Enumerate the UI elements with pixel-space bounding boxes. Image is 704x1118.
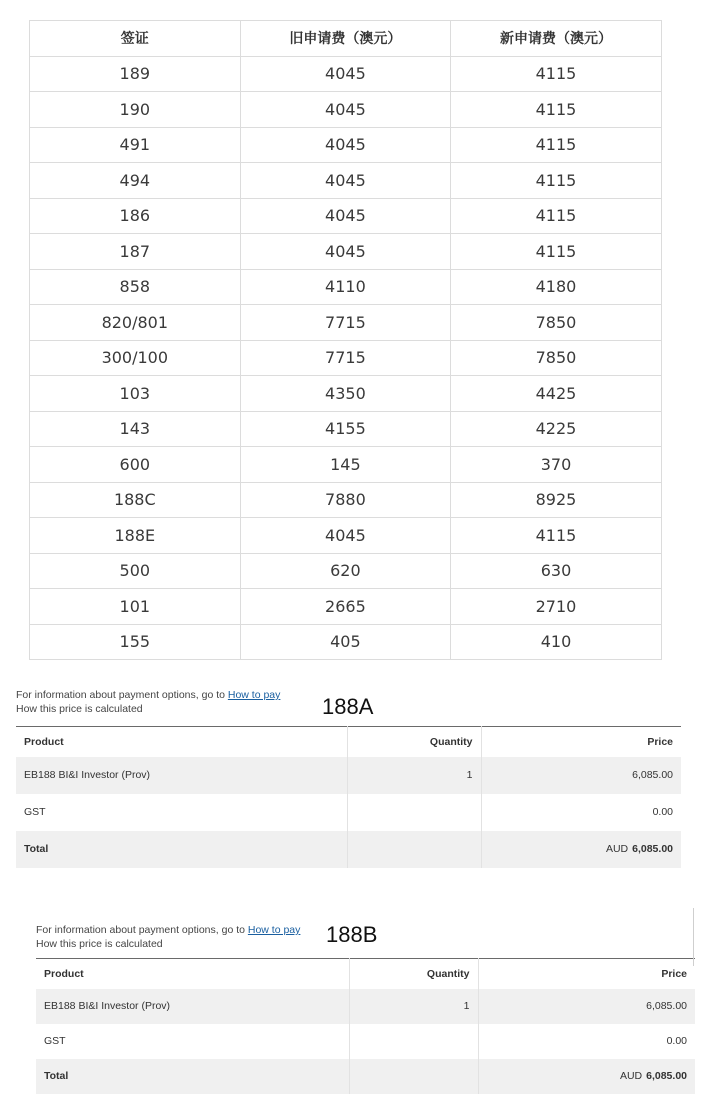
payment-table — [16, 726, 681, 868]
visa-subclass: 491 — [30, 127, 241, 163]
table-row — [30, 127, 662, 163]
old-fee: 620 — [240, 553, 451, 589]
header-old-fee: 旧申请费（澳元） — [240, 21, 451, 57]
visa-subclass: 300/100 — [30, 340, 241, 376]
visa-tag-188a: 188A — [322, 694, 374, 719]
payment-info-text: For information about payment options, go to — [16, 689, 228, 701]
product-price: 0.00 — [652, 806, 673, 818]
old-fee: 7880 — [240, 482, 451, 518]
total-amount: 6,085.00 — [632, 843, 673, 855]
header-new-fee: 新申请费（澳元） — [451, 21, 662, 57]
how-to-pay-link[interactable]: How to pay — [227, 689, 281, 701]
table-row — [30, 411, 662, 447]
visa-subclass: 103 — [30, 376, 241, 412]
new-fee: 630 — [451, 553, 662, 589]
visa-fee-table — [29, 20, 662, 660]
visa-subclass: 600 — [30, 447, 241, 483]
table-row — [16, 757, 681, 794]
total-label: Total — [16, 831, 347, 868]
visa-subclass: 500 — [30, 553, 241, 589]
old-fee: 4110 — [240, 269, 451, 305]
payment-block-188a — [16, 688, 681, 878]
table-row — [30, 198, 662, 234]
table-row — [16, 794, 681, 831]
table-row — [30, 376, 662, 412]
payment-info-text: For information about payment options, go to — [36, 924, 248, 936]
old-fee: 7715 — [240, 340, 451, 376]
old-fee: 4045 — [240, 234, 451, 270]
new-fee: 4425 — [451, 376, 662, 412]
visa-subclass: 143 — [30, 411, 241, 447]
old-fee: 4045 — [240, 198, 451, 234]
new-fee: 4115 — [451, 163, 662, 199]
new-fee: 4225 — [451, 411, 662, 447]
product-price: 0.00 — [666, 1035, 687, 1047]
new-fee: 4115 — [451, 127, 662, 163]
visa-subclass: 858 — [30, 269, 241, 305]
total-amount: 6,085.00 — [646, 1070, 687, 1082]
old-fee: 4155 — [240, 411, 451, 447]
table-row — [30, 482, 662, 518]
header-product: Product — [36, 959, 349, 989]
old-fee: 4045 — [240, 56, 451, 92]
visa-subclass: 186 — [30, 198, 241, 234]
old-fee: 4045 — [240, 163, 451, 199]
header-quantity: Quantity — [349, 959, 478, 989]
product-quantity — [349, 1024, 478, 1059]
old-fee: 145 — [240, 447, 451, 483]
table-row — [36, 989, 695, 1024]
total-currency: AUD — [605, 843, 629, 855]
header-product: Product — [16, 727, 347, 757]
product-name: EB188 BI&I Investor (Prov) — [16, 757, 347, 794]
new-fee: 4115 — [451, 234, 662, 270]
new-fee: 7850 — [451, 305, 662, 341]
visa-subclass: 189 — [30, 56, 241, 92]
header-price: Price — [481, 727, 681, 757]
visa-subclass: 494 — [30, 163, 241, 199]
visa-subclass: 101 — [30, 589, 241, 625]
product-quantity: 1 — [347, 757, 481, 794]
product-price: 6,085.00 — [481, 757, 681, 794]
new-fee: 7850 — [451, 340, 662, 376]
old-fee: 2665 — [240, 589, 451, 625]
table-row — [30, 447, 662, 483]
total-price — [478, 1059, 695, 1094]
fee-table-header — [30, 21, 662, 57]
table-row — [30, 163, 662, 199]
new-fee: 370 — [451, 447, 662, 483]
total-row — [16, 831, 681, 868]
new-fee: 4115 — [451, 56, 662, 92]
new-fee: 4115 — [451, 92, 662, 128]
table-row — [30, 553, 662, 589]
new-fee: 4180 — [451, 269, 662, 305]
product-name: GST — [24, 806, 46, 818]
visa-subclass: 155 — [30, 624, 241, 660]
price-calc-text: How this price is calculated — [36, 938, 163, 950]
table-row — [36, 1024, 695, 1059]
total-currency: AUD — [619, 1070, 643, 1082]
total-label: Total — [36, 1059, 349, 1094]
payment-table — [36, 958, 695, 1094]
how-to-pay-link[interactable]: How to pay — [247, 924, 301, 936]
new-fee: 4115 — [451, 198, 662, 234]
header-price: Price — [478, 959, 695, 989]
price-calc-text: How this price is calculated — [16, 703, 143, 715]
fee-table-body — [30, 56, 662, 660]
old-fee: 4045 — [240, 518, 451, 554]
visa-subclass: 190 — [30, 92, 241, 128]
visa-subclass: 820/801 — [30, 305, 241, 341]
table-row — [30, 305, 662, 341]
new-fee: 410 — [451, 624, 662, 660]
table-row — [30, 269, 662, 305]
visa-tag-188b: 188B — [326, 922, 378, 947]
old-fee: 4045 — [240, 127, 451, 163]
total-quantity — [347, 831, 481, 868]
table-row — [30, 589, 662, 625]
payment-block-188b — [36, 923, 695, 1108]
table-row — [30, 92, 662, 128]
table-row — [30, 518, 662, 554]
header-visa: 签证 — [30, 21, 241, 57]
table-row — [30, 56, 662, 92]
new-fee: 2710 — [451, 589, 662, 625]
total-quantity — [349, 1059, 478, 1094]
total-row — [36, 1059, 695, 1094]
table-row — [30, 340, 662, 376]
product-name: EB188 BI&I Investor (Prov) — [36, 989, 349, 1024]
total-price — [481, 831, 681, 868]
visa-subclass: 188C — [30, 482, 241, 518]
product-quantity — [347, 794, 481, 831]
visa-subclass: 188E — [30, 518, 241, 554]
table-row — [30, 624, 662, 660]
new-fee: 4115 — [451, 518, 662, 554]
product-name: GST — [44, 1035, 66, 1047]
old-fee: 7715 — [240, 305, 451, 341]
old-fee: 4350 — [240, 376, 451, 412]
new-fee: 8925 — [451, 482, 662, 518]
table-row — [30, 234, 662, 270]
header-quantity: Quantity — [347, 727, 481, 757]
visa-subclass: 187 — [30, 234, 241, 270]
product-quantity: 1 — [349, 989, 478, 1024]
edge-divider — [693, 908, 694, 966]
product-price: 6,085.00 — [478, 989, 695, 1024]
old-fee: 405 — [240, 624, 451, 660]
old-fee: 4045 — [240, 92, 451, 128]
